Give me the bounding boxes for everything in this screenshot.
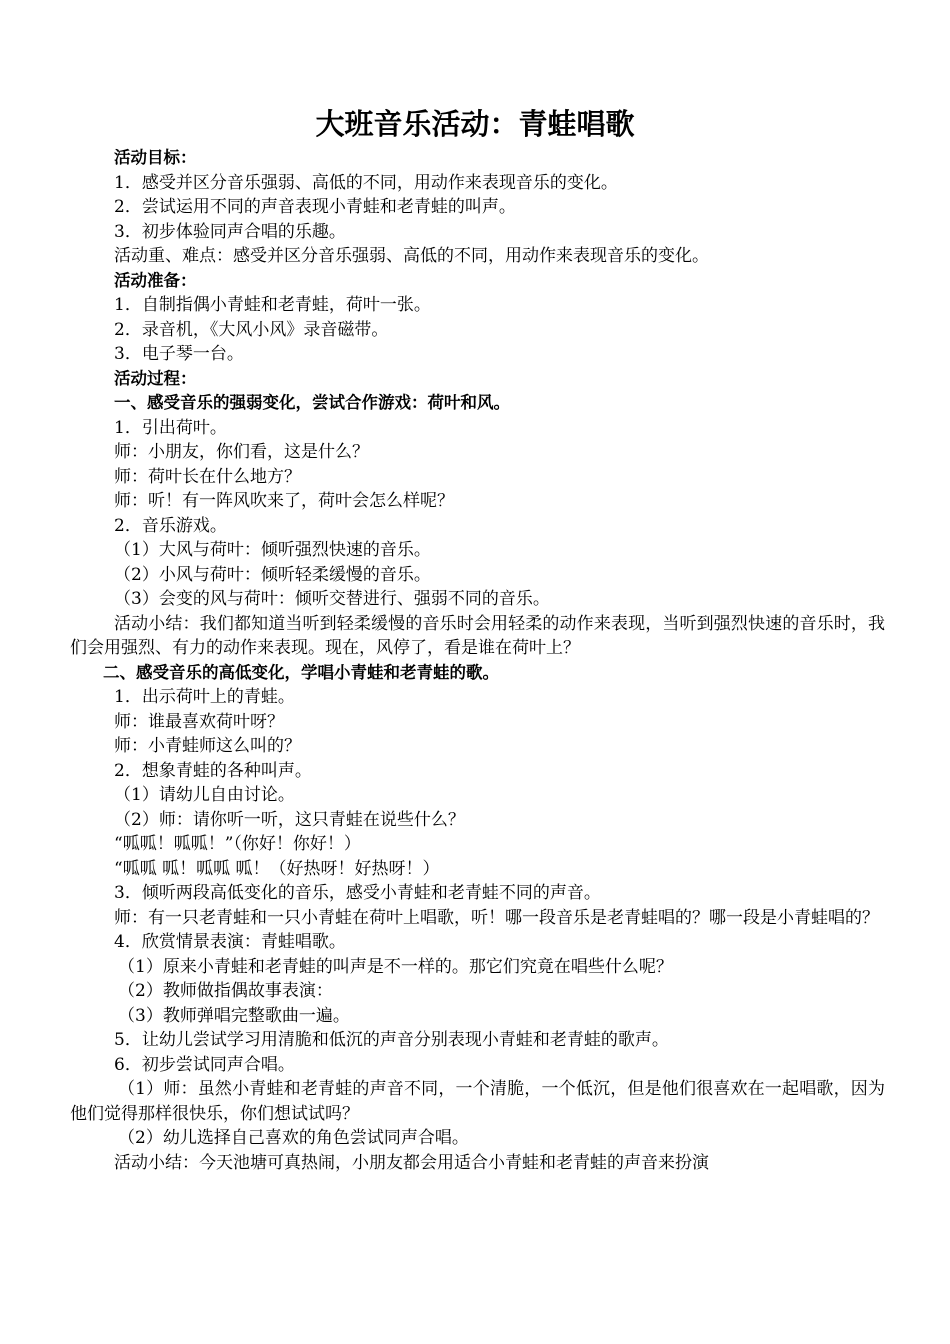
paragraph: （2）师：请你听一听，这只青蛙在说些什么？ [114,809,465,830]
paragraph: （1）大风与荷叶：倾听强烈快速的音乐。 [114,540,431,560]
paragraph: 3．倾听两段高低变化的音乐，感受小青蛙和老青蛙不同的声音。 [114,883,601,903]
paragraph: 1．引出荷叶。 [114,417,227,438]
paragraph: 活动重、难点：感受并区分音乐强弱、高低的不同，用动作来表现音乐的变化。 [114,246,709,266]
paragraph-summary-1: 活动小结：我们都知道当听到轻柔缓慢的音乐时会用轻柔的动作来表现，当听到强烈快速的音乐时，我们会用强烈、有力的动作来表现。现在，风停了，看是谁在荷叶上？ [70,613,885,658]
paragraph: 师：谁最喜欢荷叶呀？ [114,711,284,732]
paragraph: 2．音乐游戏。 [114,515,227,536]
paragraph: 5．让幼儿尝试学习用清脆和低沉的声音分别表现小青蛙和老青蛙的歌声。 [114,1030,669,1050]
paragraph: 2．录音机，《大风小风》录音磁带。 [114,319,389,340]
paragraph: 师：荷叶长在什么地方？ [114,466,301,487]
paragraph-wrapped: 师：有一只老青蛙和一只小青蛙在荷叶上唱歌，听！哪一段音乐是老青蛙唱的？哪一段是小青蛙唱的？ [114,907,879,928]
paragraph: 4．欣赏情景表演：青蛙唱歌。 [114,932,346,952]
paragraph: 3．初步体验同声合唱的乐趣。 [114,221,346,242]
paragraph: 3．电子琴一台。 [114,344,244,364]
paragraph: （1）原来小青蛙和老青蛙的叫声是不一样的。那它们究竟在唱些什么呢？ [118,956,673,977]
paragraph: 师：听！有一阵风吹来了，荷叶会怎么样呢？ [114,491,454,511]
paragraph: 2．尝试运用不同的声音表现小青蛙和老青蛙的叫声。 [114,197,516,217]
paragraph: （2）小风与荷叶：倾听轻柔缓慢的音乐。 [114,564,431,585]
paragraph-wrapped: （1）师：虽然小青蛙和老青蛙的声音不同，一个清脆，一个低沉，但是他们很喜欢在一起唱歌，因为他们觉得那样很快乐，你们想试试吗？ [70,1079,885,1124]
paragraph: 1．出示荷叶上的青蛙。 [114,687,295,707]
document-title: 大班音乐活动：青蛙唱歌 [315,107,635,141]
section-heading-process: 活动过程： [114,368,197,388]
paragraph: 1．自制指偶小青蛙和老青蛙，荷叶一张。 [114,295,431,315]
subsection-heading-1: 一、感受音乐的强弱变化，尝试合作游戏：荷叶和风。 [114,393,510,412]
paragraph: 活动小结：今天池塘可真热闹，小朋友都会用适合小青蛙和老青蛙的声音来扮演 [114,1152,709,1173]
paragraph: 师：小朋友，你们看，这是什么？ [114,442,369,462]
section-heading-preparation: 活动准备： [114,270,197,290]
paragraph: （3）会变的风与荷叶：倾听交替进行、强弱不同的音乐。 [114,589,550,609]
paragraph: （2）教师做指偶故事表演： [118,981,333,1001]
subsection-heading-2: 二、感受音乐的高低变化，学唱小青蛙和老青蛙的歌。 [103,662,499,682]
paragraph: （3）教师弹唱完整歌曲一遍。 [118,1005,350,1026]
paragraph: 6．初步尝试同声合唱。 [114,1054,295,1075]
paragraph: （2）幼儿选择自己喜欢的角色尝试同声合唱。 [118,1128,469,1148]
paragraph: （1）请幼儿自由讨论。 [114,785,295,805]
document-body [70,146,885,1175]
paragraph: 1．感受并区分音乐强弱、高低的不同，用动作来表现音乐的变化。 [114,172,618,193]
paragraph: “呱呱！呱呱！”（你好！你好！） [114,834,361,854]
paragraph: 师：小青蛙师这么叫的？ [114,736,301,756]
section-heading-goals: 活动目标： [114,148,197,167]
paragraph: 2．想象青蛙的各种叫声。 [114,760,312,781]
paragraph: “呱呱 呱！呱呱 呱！（好热呀！好热呀！） [114,858,440,879]
